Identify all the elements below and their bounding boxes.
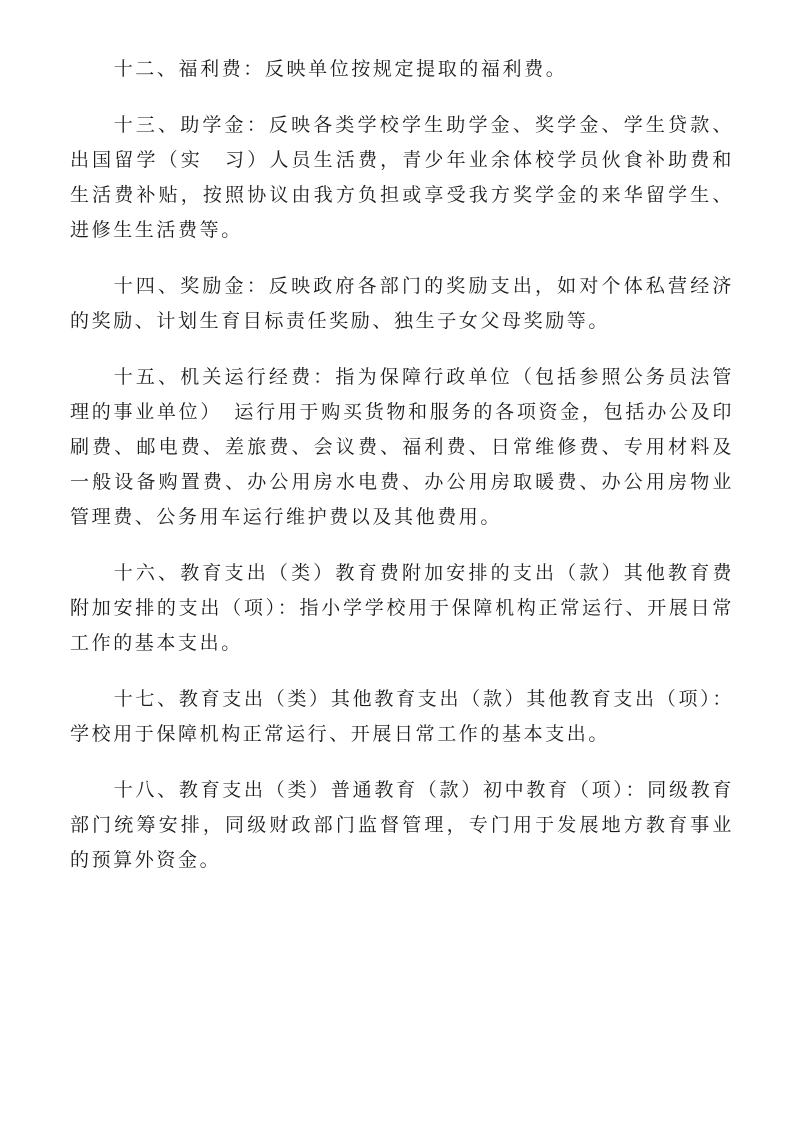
paragraph-rewards: 十四、奖励金：反映政府各部门的奖励支出，如对个体私营经济的奖励、计划生育目标责任奖励、独生子女父母奖励等。 — [70, 275, 734, 332]
paragraph-education-surcharge-expenditure: 十六、教育支出（类）教育费附加安排的支出（款）其他教育费附加安排的支出（项）：指小学学校用于保障机构正常运行、开展日常工作的基本支出。 — [70, 562, 734, 654]
paragraph-welfare-fee: 十二、福利费：反映单位按规定提取的福利费。 — [113, 58, 568, 80]
paragraph-agency-operating-funds: 十五、机关运行经费：指为保障行政单位（包括参照公务员法管理的事业单位） 运行用于购买货物和服务的各项资金，包括办公及印刷费、邮电费、差旅费、会议费、福利费、日常维修费、专用材料及一般设备购置费、办公用房水电费、办公用房取暖费、办公用房物业管理费、公务用车运行维护费以及其他费用。 — [70, 366, 734, 528]
paragraph-other-education-expenditure: 十七、教育支出（类）其他教育支出（款）其他教育支出（项）：学校用于保障机构正常运行、开展日常工作的基本支出。 — [70, 688, 734, 745]
paragraph-student-grants: 十三、助学金：反映各类学校学生助学金、奖学金、学生贷款、出国留学（实 习）人员生活费，青少年业余体校学员伙食补助费和生活费补贴，按照协议由我方负担或享受我方奖学金的来华留学生、进修生生活费等。 — [70, 114, 734, 241]
paragraph-junior-middle-education: 十八、教育支出（类）普通教育（款）初中教育（项）：同级教育部门统筹安排，同级财政部门监督管理，专门用于发展地方教育事业的预算外资金。 — [70, 779, 734, 871]
